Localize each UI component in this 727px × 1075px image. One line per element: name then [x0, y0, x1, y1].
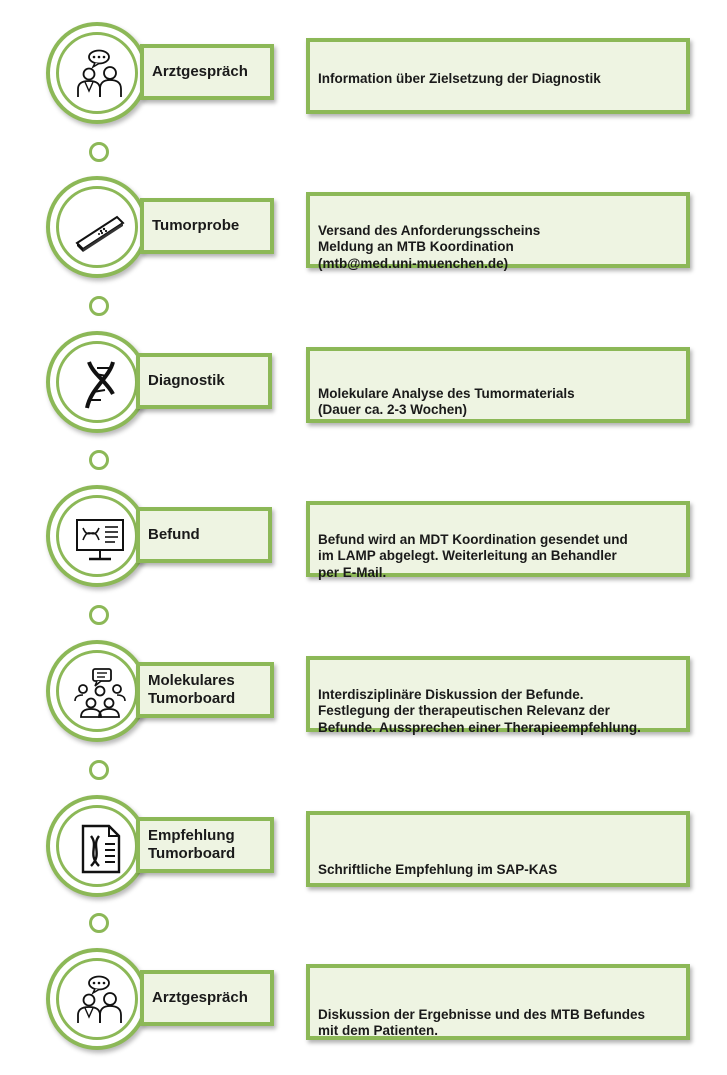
- step-circle: [46, 485, 148, 587]
- step-label-box: [136, 662, 274, 718]
- step-description: Molekulare Analyse des Tumormaterials (Dauer ca. 2-3 Wochen): [318, 385, 575, 417]
- step-circle: [46, 795, 148, 897]
- step-circle: [46, 640, 148, 742]
- step-label-box: [140, 44, 274, 100]
- step-diagnostik: [0, 331, 727, 451]
- step-label: Arztgespräch: [152, 63, 248, 80]
- step-label: Diagnostik: [148, 372, 225, 389]
- step-tumorprobe: [0, 176, 727, 296]
- dna-helix-icon: [73, 358, 127, 412]
- step-description-box: [306, 347, 690, 423]
- step-empfehlung-tumorboard: [0, 795, 727, 915]
- connector-dot: [89, 142, 109, 162]
- step-description-box: [306, 656, 690, 735]
- step-befund: [0, 485, 727, 605]
- step-description-box: [306, 964, 690, 1040]
- step-description: Interdisziplinäre Diskussion der Befunde. Festlegung der therapeutischen Relevanz der Befunde. Aussprechen einer Therapieempfehlung.: [318, 686, 641, 735]
- step-label-box: [136, 353, 272, 409]
- step-label: Tumorprobe: [152, 217, 240, 234]
- step-description: Versand des Anforderungsscheins Meldung an MTB Koordination (mtb@med.uni-muenchen.de): [318, 222, 541, 271]
- dna-monitor-icon: [73, 512, 127, 566]
- microscope-slide-icon: [73, 203, 127, 257]
- connector-dot: [89, 296, 109, 316]
- doctor-patient-chat-icon: [73, 975, 127, 1029]
- step-circle: [46, 22, 148, 124]
- group-discussion-icon: [73, 667, 127, 721]
- step-arztgespraech-1: [0, 22, 727, 142]
- step-label-box: [136, 817, 274, 873]
- doctor-patient-chat-icon: [73, 49, 127, 103]
- step-label: Befund: [148, 526, 200, 543]
- step-arztgespraech-2: [0, 948, 727, 1068]
- step-description: Diskussion der Ergebnisse und des MTB Befundes mit dem Patienten.: [318, 1006, 646, 1038]
- step-label-box: [140, 970, 274, 1026]
- step-description-box: [306, 501, 690, 580]
- step-description: Information über Zielsetzung der Diagnostik: [318, 70, 601, 86]
- step-label: Empfehlung Tumorboard: [148, 827, 236, 862]
- step-circle: [46, 331, 148, 433]
- connector-dot: [89, 913, 109, 933]
- step-molekulares-tumorboard: [0, 640, 727, 760]
- step-label-box: [136, 507, 272, 563]
- step-description: Schriftliche Empfehlung im SAP-KAS: [318, 861, 558, 877]
- step-description-box: [306, 811, 690, 887]
- step-label: Molekulares Tumorboard: [148, 672, 236, 707]
- step-description-box: [306, 192, 690, 271]
- step-label: Arztgespräch: [152, 989, 248, 1006]
- step-description-box: [306, 38, 690, 114]
- step-circle: [46, 176, 148, 278]
- step-label-box: [140, 198, 274, 254]
- connector-dot: [89, 760, 109, 780]
- step-description: Befund wird an MDT Koordination gesendet und im LAMP abgelegt. Weiterleitung an Behandler per E-Mail.: [318, 531, 628, 580]
- dna-document-icon: [73, 822, 127, 876]
- connector-dot: [89, 605, 109, 625]
- connector-dot: [89, 450, 109, 470]
- step-circle: [46, 948, 148, 1050]
